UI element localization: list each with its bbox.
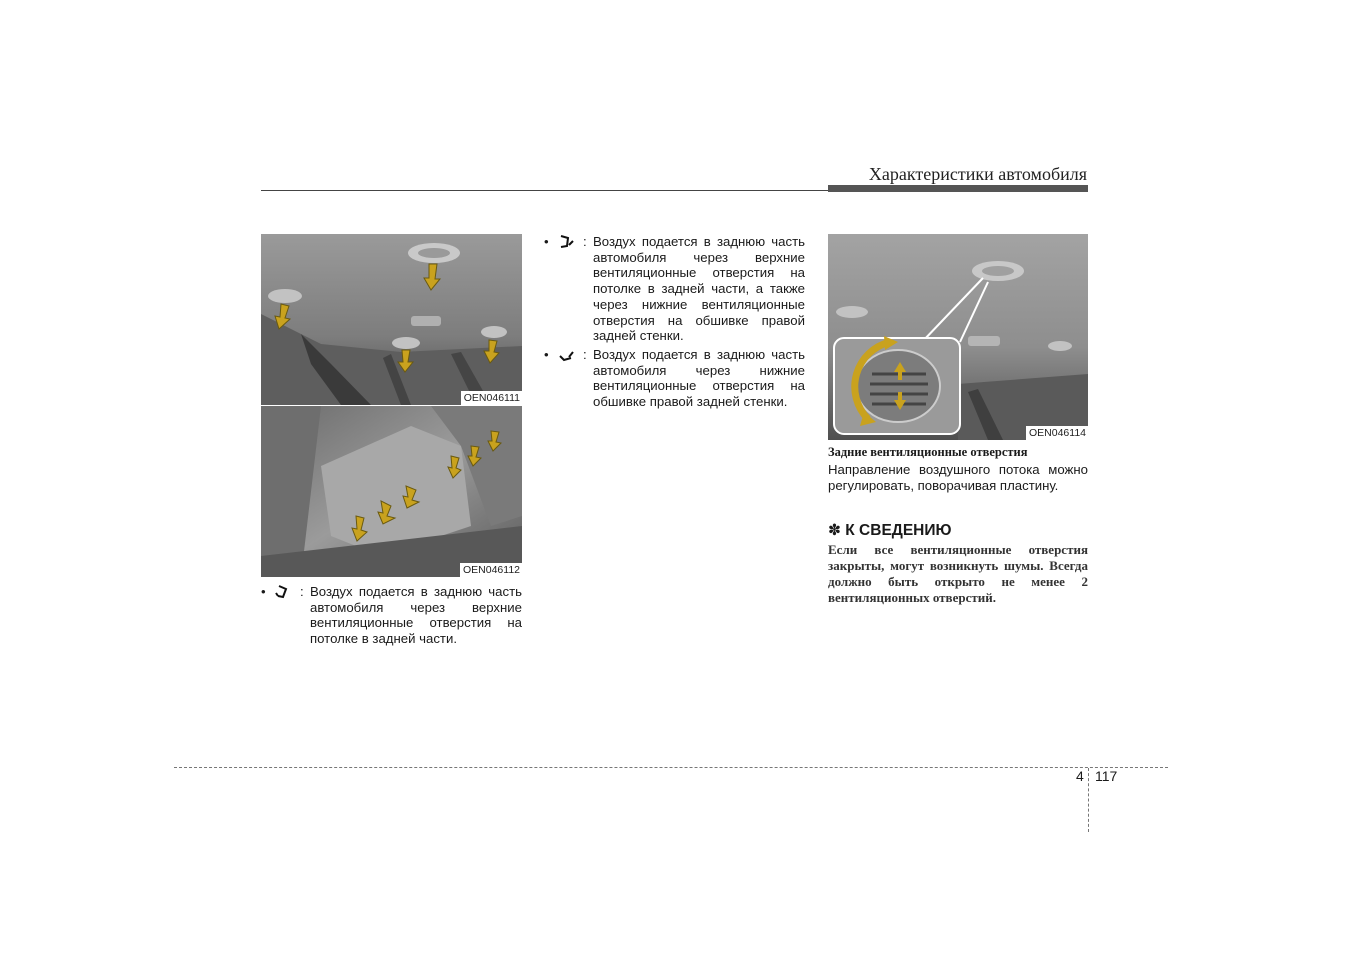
note-text: Если все вентиляционные отверстия закрыты, могут возникнуть шумы. Всегда должно быть открыто не менее 2 вентиляционных отверстий. [828, 542, 1088, 605]
trunk-vents-illustration [261, 406, 522, 577]
vent-mode-bullet: • : Воздух подается в заднюю часть автомобиля через верхние вентиляционные отверстия на потолке в задней части. [261, 584, 522, 647]
footer-rule [174, 767, 1168, 768]
ceiling-vents-illustration [261, 234, 522, 405]
figure-caption-text: Направление воздушного потока можно регулировать, поворачивая пластину. [828, 462, 1088, 493]
chapter-number: 4 [1076, 768, 1084, 784]
vent-mode-upper-lower-icon [557, 234, 575, 250]
header-bar [828, 185, 1088, 192]
figure-trunk-vents [261, 406, 522, 577]
figure-ceiling-vents [261, 234, 522, 405]
vent-mode-lower-icon [557, 347, 575, 363]
note-heading: ✽ К СВЕДЕНИЮ [828, 522, 952, 539]
vent-mode-bullet: • : Воздух подается в заднюю часть автомобиля через нижние вентиляционные отверстия на обшивке правой задней стенки. [544, 347, 805, 410]
figure-code-label: OEN046114 [1026, 426, 1088, 440]
figure-vent-louver-detail [828, 234, 1088, 440]
vent-mode-upper-icon [274, 584, 292, 600]
header-rule [261, 190, 828, 191]
bullet-text: Воздух подается в заднюю часть автомобиля через нижние вентиляционные отверстия на обшивке правой задней стенки. [593, 347, 805, 410]
figure-code-label: OEN046111 [461, 391, 522, 405]
vent-louver-illustration [828, 234, 1088, 440]
figure-code-label: OEN046112 [460, 563, 522, 577]
page-section-title: Характеристики автомобиля [868, 164, 1087, 184]
figure-caption-title: Задние вентиляционные отверстия [828, 445, 1028, 459]
vent-mode-bullet: • : Воздух подается в заднюю часть автомобиля через верхние вентиляционные отверстия на потолке в задней части, а также через нижние вентиляционные отверстия на обшивке правой задней стенки. [544, 234, 805, 344]
page-number: 117 [1095, 768, 1118, 784]
bullet-text: Воздух подается в заднюю часть автомобиля через верхние вентиляционные отверстия на потолке в задней части, а также через нижние вентиляционные отверстия на обшивке правой задней стенки. [593, 234, 805, 344]
footer-divider [1088, 768, 1089, 832]
bullet-text: Воздух подается в заднюю часть автомобиля через верхние вентиляционные отверстия на потолке в задней части. [310, 584, 522, 647]
